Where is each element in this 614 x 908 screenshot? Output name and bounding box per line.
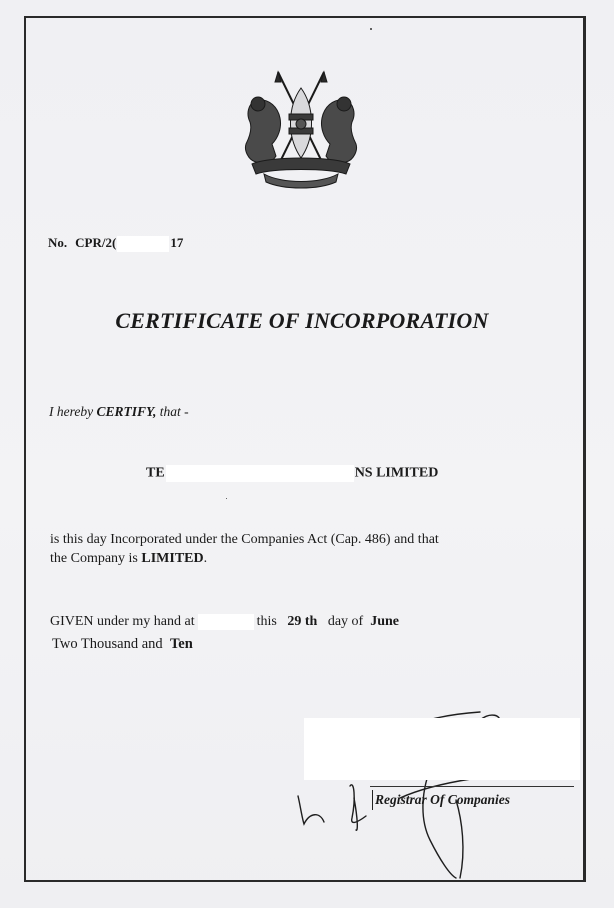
certificate-number <box>48 235 183 252</box>
limited-word: LIMITED <box>141 551 204 566</box>
number-redaction <box>117 236 169 252</box>
paper-speck <box>226 498 227 499</box>
year-lead: Two Thousand and <box>52 636 163 652</box>
certify-tail: that - <box>159 404 189 419</box>
statement-line-1: is this day Incorporated under the Companies Act (Cap. 486) and that <box>50 532 439 547</box>
company-end: NS LIMITED <box>354 465 439 481</box>
registrar-label: Registrar Of Companies <box>372 790 510 810</box>
statement-period: . <box>203 551 208 566</box>
given-this: this <box>256 614 277 630</box>
certificate-title: CERTIFICATE OF INCORPORATION <box>115 308 489 333</box>
given-month: June <box>370 614 400 630</box>
year-line <box>52 636 193 653</box>
statement-line-2-start: the Company is <box>50 551 138 566</box>
coat-of-arms-icon <box>238 66 364 190</box>
paper-speck <box>370 28 372 30</box>
company-name <box>146 465 438 482</box>
incorporation-statement <box>50 530 530 568</box>
given-day-of: day of <box>327 614 364 630</box>
given-line <box>50 614 399 630</box>
certify-line <box>49 404 189 420</box>
given-lead: GIVEN under my hand at <box>50 614 195 630</box>
given-day: 29 th <box>287 614 318 630</box>
company-redaction <box>166 465 354 482</box>
certify-strong: CERTIFY, <box>96 404 157 419</box>
year-word: Ten <box>169 636 193 652</box>
certify-lead: I hereby <box>49 404 94 419</box>
signature-redaction <box>304 718 580 780</box>
place-redaction <box>198 614 254 630</box>
number-start: CPR/2( <box>75 235 117 250</box>
company-start: TE <box>146 465 165 481</box>
number-prefix: No. <box>48 235 68 250</box>
statement-line-2 <box>50 549 530 568</box>
number-end: 17 <box>170 235 184 250</box>
signature-line <box>370 786 574 787</box>
